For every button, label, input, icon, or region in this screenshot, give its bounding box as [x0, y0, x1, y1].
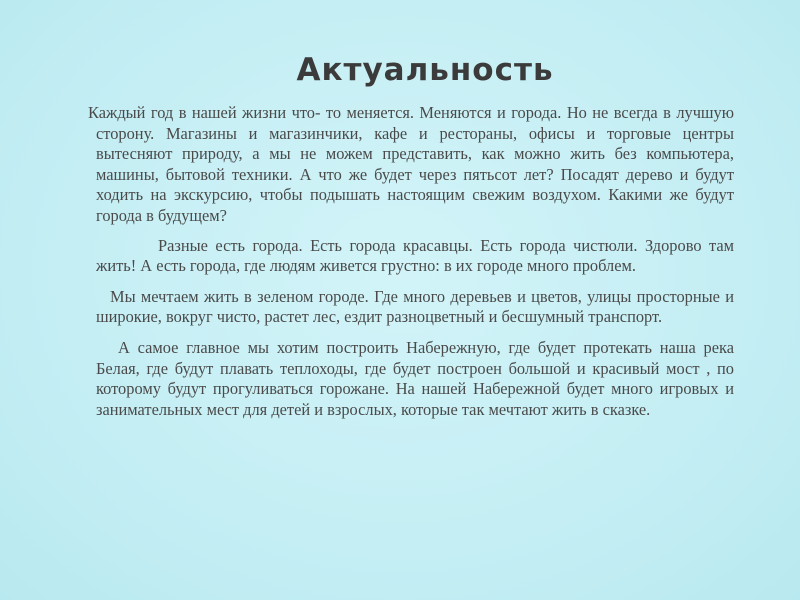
slide-title: Актуальность: [296, 52, 554, 88]
paragraph-intro: Каждый год в нашей жизни что- то меняется. Меняются и города. Но не всегда в лучшую сторону. Магазины и магазинчики, кафе и рестораны, офисы и торговые центры вытесняют природу, а мы не можем представить, как можно жить без компьютера, машины, бытовой техники. А что же будет через пятьсот лет? Посадят дерево и будут ходить на экскурсию, чтобы подышать настоящим свежим воздухом. Какими же будут города в будущем?: [88, 103, 734, 225]
paragraph-green-city: Мы мечтаем жить в зеленом городе. Где много деревьев и цветов, улицы просторные и широкие, вокруг чисто, растет лес, ездит разноцветный и бесшумный транспорт.: [96, 286, 734, 327]
paragraph-embankment: А самое главное мы хотим построить Набережную, где будет протекать наша река Белая, где будут плавать теплоходы, где будет построен большой и красивый мост , по которому будут прогуливаться горожане. На нашей Набережной будет много игровых и занимательных мест для детей и взрослых, которые так мечтают жить в сказке.: [96, 337, 734, 419]
paragraph-cities: Разные есть города. Есть города красавцы. Есть города чистюли. Здорово там жить! А есть города, где людям живется грустно: в их городе много проблем.: [96, 235, 734, 276]
slide-body: [88, 103, 734, 430]
